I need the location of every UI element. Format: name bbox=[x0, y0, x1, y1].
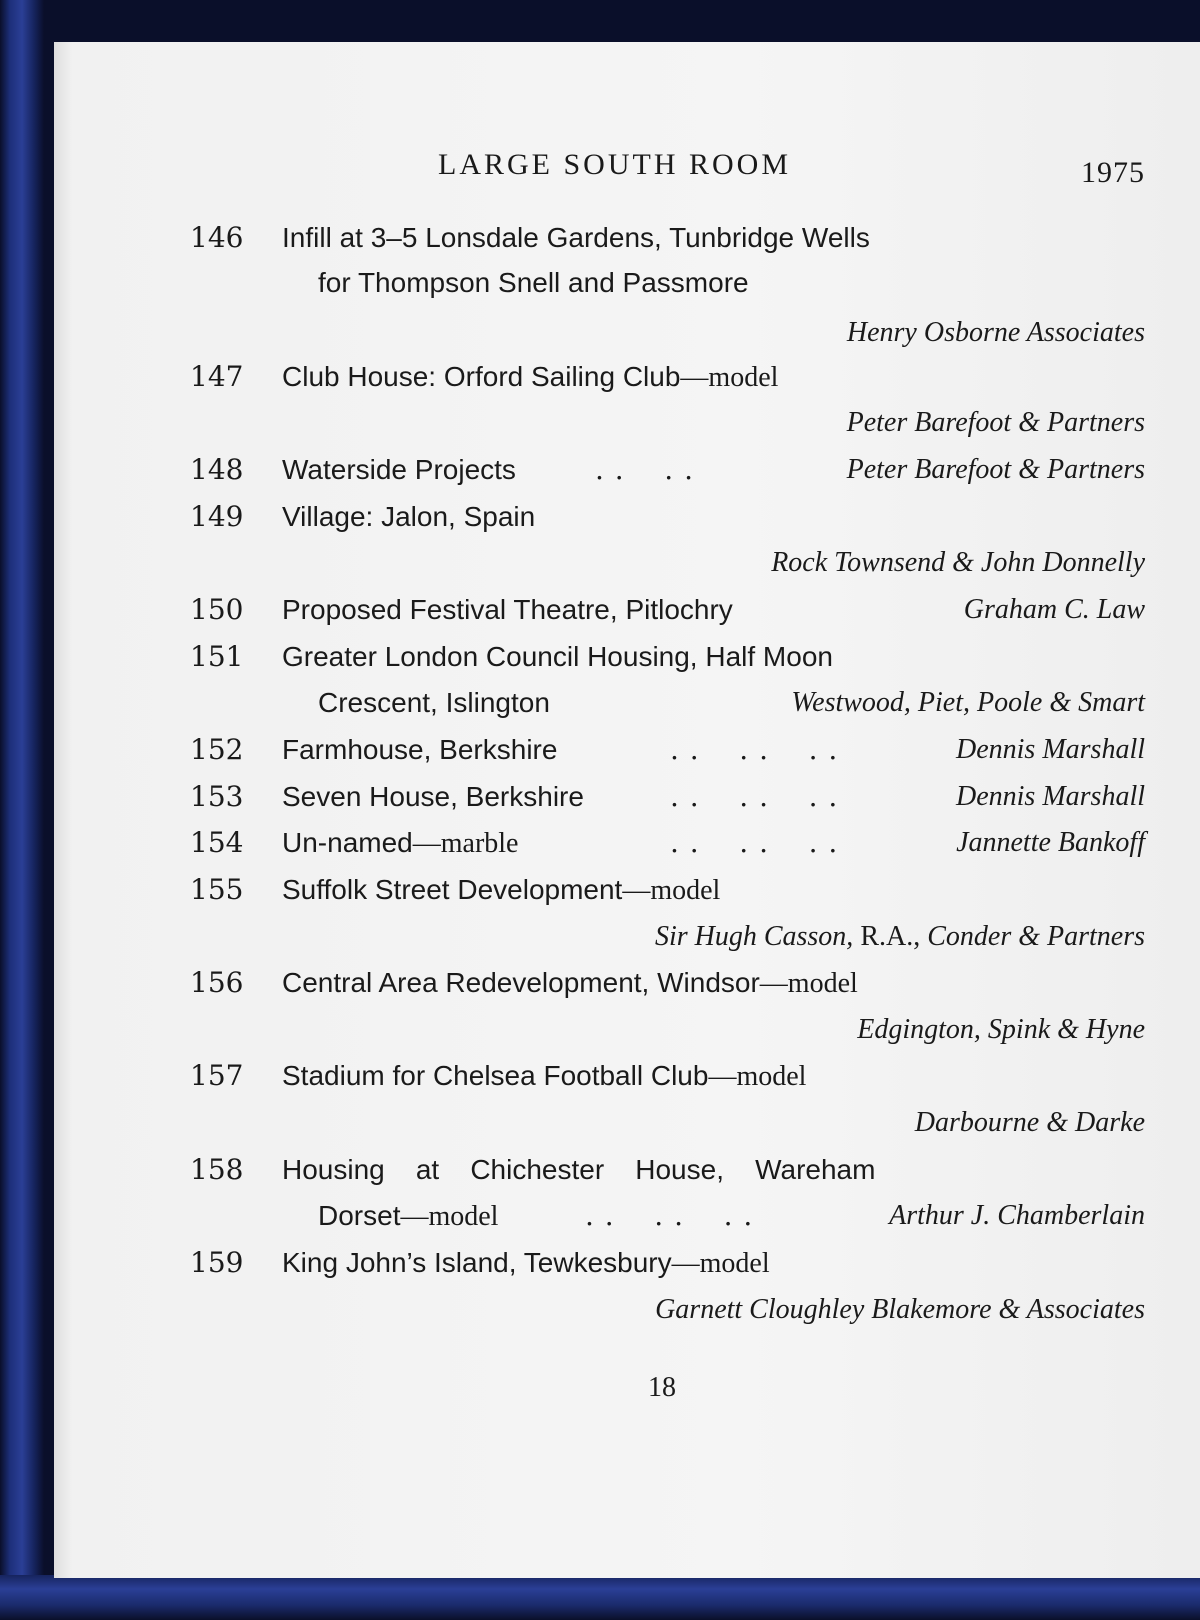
book-cover-bottom-edge bbox=[0, 1575, 1200, 1620]
entry-number: 147 bbox=[190, 360, 244, 393]
entry-title-suffix: —marble bbox=[412, 828, 519, 859]
entry-157 bbox=[0, 1056, 1200, 1096]
entry-architect: Peter Barefoot & Partners bbox=[846, 454, 1145, 485]
entry-152 bbox=[0, 730, 1200, 770]
entry-number: 152 bbox=[190, 733, 244, 766]
entry-158-line-2 bbox=[0, 1196, 1200, 1236]
entry-number: 159 bbox=[190, 1246, 244, 1279]
entry-leader-dots: . . . . . . bbox=[670, 826, 839, 859]
entry-title: Housing at Chichester House, Wareham bbox=[282, 1154, 876, 1185]
entry-153 bbox=[0, 777, 1200, 817]
page-year: 1975 bbox=[1081, 156, 1145, 189]
entry-title: Proposed Festival Theatre, Pitlochry bbox=[282, 594, 733, 625]
entry-number: 148 bbox=[190, 453, 244, 486]
entry-title-continued bbox=[318, 1196, 498, 1237]
entry-number: 146 bbox=[190, 221, 244, 254]
entry-title: Seven House, Berkshire bbox=[282, 781, 584, 812]
entry-architect-part-a: Sir Hugh Casson, bbox=[654, 921, 854, 952]
entry-156 bbox=[0, 963, 1200, 1003]
entry-title-text: Dorset bbox=[318, 1200, 401, 1231]
entry-title-suffix: —model bbox=[671, 1248, 770, 1279]
entry-156-architect-line bbox=[0, 1010, 1200, 1050]
entry-146-architect-line bbox=[0, 313, 1200, 353]
entry-architect: Henry Osborne Associates bbox=[846, 317, 1145, 348]
entry-number: 154 bbox=[190, 826, 244, 859]
entry-155 bbox=[0, 870, 1200, 910]
entry-title-text: King John’s Island, Tewkesbury bbox=[282, 1247, 672, 1278]
entry-architect: Edgington, Spink & Hyne bbox=[857, 1014, 1145, 1045]
entry-title-text: Stadium for Chelsea Football Club bbox=[282, 1060, 709, 1091]
entry-title: Waterside Projects bbox=[282, 454, 516, 485]
entry-148 bbox=[0, 450, 1200, 490]
entry-title-suffix: —model bbox=[680, 362, 779, 393]
entry-title bbox=[282, 1243, 770, 1284]
entry-architect: Dennis Marshall bbox=[956, 734, 1145, 765]
entry-number: 151 bbox=[190, 640, 244, 673]
entry-149 bbox=[0, 497, 1200, 537]
entry-title-suffix: —model bbox=[759, 968, 858, 999]
entry-architect: Rock Townsend & John Donnelly bbox=[771, 547, 1145, 578]
entry-159 bbox=[0, 1243, 1200, 1283]
entry-title: Farmhouse, Berkshire bbox=[282, 734, 558, 765]
entry-149-architect-line bbox=[0, 543, 1200, 583]
entry-title bbox=[282, 963, 858, 1004]
entry-154 bbox=[0, 823, 1200, 863]
entry-title-text: Club House: Orford Sailing Club bbox=[282, 361, 681, 392]
entry-title bbox=[282, 1056, 806, 1097]
entry-title: Village: Jalon, Spain bbox=[282, 501, 536, 532]
entry-title-continued: Crescent, Islington bbox=[318, 687, 550, 718]
entry-147 bbox=[0, 357, 1200, 397]
entry-title-text: Central Area Redevelopment, Windsor bbox=[282, 967, 760, 998]
entry-159-architect-line bbox=[0, 1290, 1200, 1330]
entry-157-architect-line bbox=[0, 1103, 1200, 1143]
entry-leader-dots: . . . . . . bbox=[585, 1199, 754, 1232]
entry-leader-dots: . . . . . . bbox=[670, 733, 839, 766]
entry-150 bbox=[0, 590, 1200, 630]
entry-leader-dots: . . . . bbox=[595, 453, 695, 486]
entry-155-architect-line bbox=[0, 917, 1200, 957]
entry-number: 156 bbox=[190, 966, 244, 999]
entry-151-line-1 bbox=[0, 637, 1200, 677]
entry-architect-part-c: Conder & Partners bbox=[927, 921, 1145, 952]
entry-title-suffix: —model bbox=[400, 1201, 499, 1232]
entry-title: Infill at 3–5 Lonsdale Gardens, Tunbridge Wells bbox=[282, 222, 870, 253]
entry-title bbox=[282, 357, 778, 398]
entry-title-suffix: —model bbox=[622, 875, 721, 906]
entry-title-text: Suffolk Street Development bbox=[282, 874, 623, 905]
entry-architect: Garnett Cloughley Blakemore & Associates bbox=[655, 1294, 1145, 1325]
entry-architect-part-b: R.A., bbox=[853, 921, 928, 952]
entry-title-text: Un-named bbox=[282, 827, 413, 858]
entry-architect: Peter Barefoot & Partners bbox=[846, 407, 1145, 438]
entry-title: Greater London Council Housing, Half Moon bbox=[282, 641, 833, 672]
entry-number: 153 bbox=[190, 780, 244, 813]
entry-architect: Darbourne & Darke bbox=[914, 1107, 1145, 1138]
page-title: LARGE SOUTH ROOM bbox=[438, 148, 792, 181]
page-number: 18 bbox=[648, 1372, 676, 1403]
entry-title-suffix: —model bbox=[708, 1061, 807, 1092]
entry-title bbox=[282, 870, 720, 911]
entry-title bbox=[282, 823, 518, 864]
entry-architect: Jannette Bankoff bbox=[956, 827, 1145, 858]
entry-architect bbox=[655, 917, 1145, 957]
entry-title-continued: for Thompson Snell and Passmore bbox=[318, 267, 749, 298]
entry-number: 155 bbox=[190, 873, 244, 906]
entry-146-line-1 bbox=[0, 218, 1200, 258]
entry-architect: Dennis Marshall bbox=[956, 781, 1145, 812]
entry-151-line-2 bbox=[0, 683, 1200, 723]
entry-architect: Graham C. Law bbox=[963, 594, 1145, 625]
entry-147-architect-line bbox=[0, 403, 1200, 443]
entry-number: 150 bbox=[190, 593, 244, 626]
entry-architect: Westwood, Piet, Poole & Smart bbox=[791, 687, 1145, 718]
entry-146-line-2 bbox=[0, 263, 1200, 303]
entry-number: 149 bbox=[190, 500, 244, 533]
entry-leader-dots: . . . . . . bbox=[670, 780, 839, 813]
entry-158-line-1 bbox=[0, 1150, 1200, 1190]
entry-number: 157 bbox=[190, 1059, 244, 1092]
entry-number: 158 bbox=[190, 1153, 244, 1186]
entry-architect: Arthur J. Chamberlain bbox=[889, 1200, 1145, 1231]
